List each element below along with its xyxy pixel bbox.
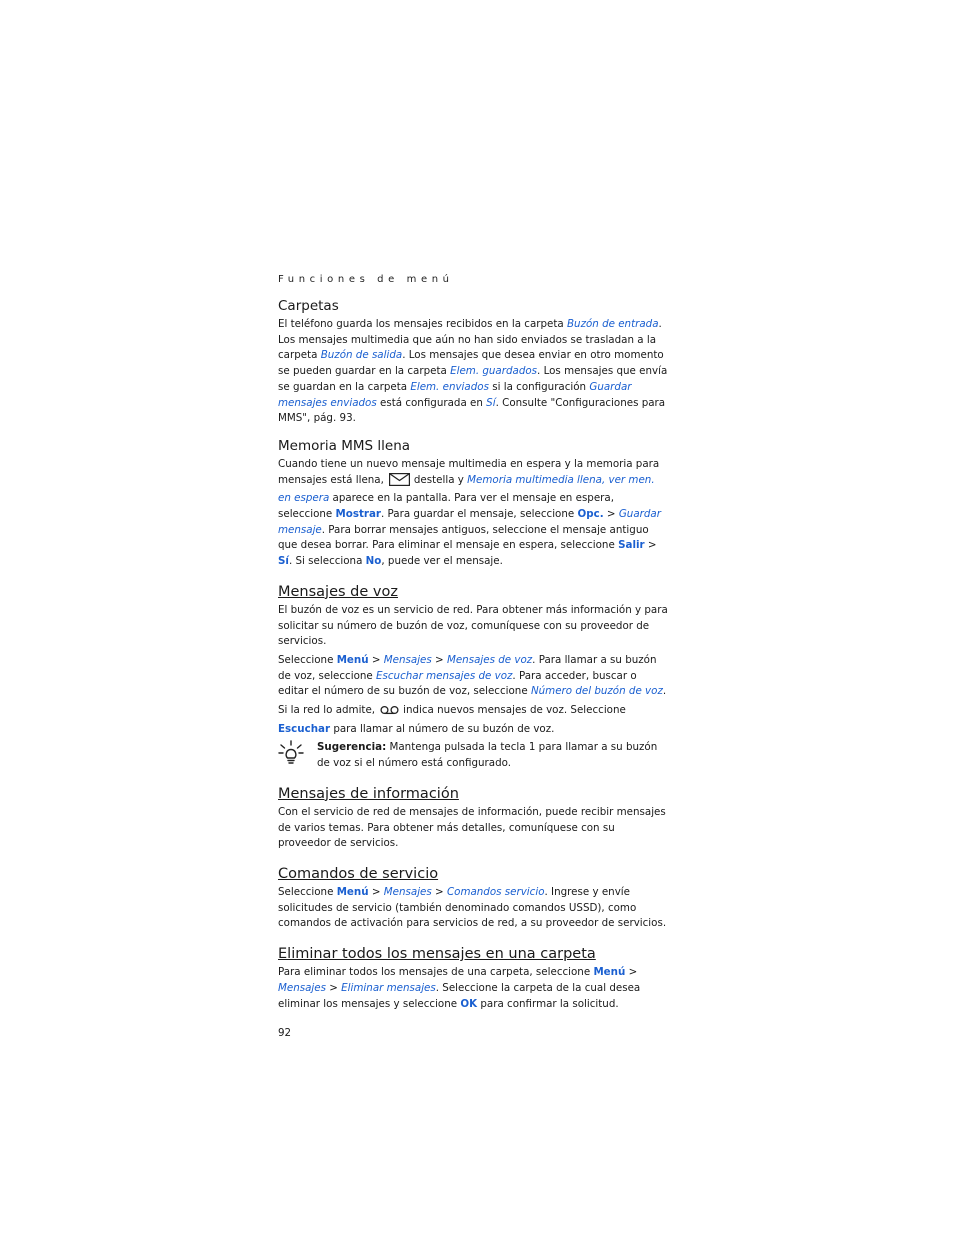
page-content [278,274,670,1039]
voz-heading: Mensajes de voz [278,583,398,600]
voicemail-icon [380,705,399,722]
eliminar-paragraph: Para eliminar todos los mensajes de una carpeta, seleccione Menú > Mensajes > Eliminar mensajes. Seleccione la carpeta de la cual desea eliminar los mensajes y seleccione OK para confirmar la solicitud. [278,966,641,1010]
carpetas-heading: Carpetas [278,298,339,314]
comandos-heading: Comandos de servicio [278,865,439,882]
eliminar-heading: Eliminar todos los mensajes en una carpeta [278,946,596,963]
tip-text: Sugerencia: Mantenga pulsada la tecla 1 para llamar a su buzón de voz si el número está configurado. [317,741,658,770]
memoria-paragraph: Cuando tiene un nuevo mensaje multimedia en espera y la memoria para mensajes está llena, destella y Memoria multimedia llena, ver men. en espera aparece en la pantalla. Para ver el mensaje en espera, seleccione Mostrar. Para guardar el mensaje, seleccione Opc. > Guardar mensaje. Para borrar mensajes antiguos, seleccione el mensaje antiguo que desea borrar. Para eliminar el mensaje en espera, seleccione Salir > Sí. Si selecciona No, puede ver el mensaje. [278,457,661,568]
comandos-paragraph: Seleccione Menú > Mensajes > Comandos servicio. Ingrese y envíe solicitudes de servicio (también denominado comandos USSD), como comandos de activación para servicios de red, a su proveedor de servicios. [278,885,667,930]
voz-paragraph-1: El buzón de voz es un servicio de red. Para obtener más información y para solicitar su número de buzón de voz, comuníquese con su proveedor de servicios. [278,603,668,648]
info-heading: Mensajes de información [278,785,459,802]
voz-paragraph-2: Seleccione Menú > Mensajes > Mensajes de voz. Para llamar a su buzón de voz, seleccione Escuchar mensajes de voz. Para acceder, buscar o editar el número de su buzón de voz, seleccione Número del buzón de voz. [278,653,667,698]
envelope-icon [389,473,410,492]
tip-box [278,740,670,771]
lightbulb-icon [278,740,317,768]
running-header: Funciones de menú [278,274,454,285]
page-number: 92 [278,1027,292,1040]
info-paragraph: Con el servicio de red de mensajes de información, puede recibir mensajes de varios temas. Para obtener más detalles, comuníquese con su proveedor de servicios. [278,805,666,850]
voz-paragraph-3: Si la red lo admite, indica nuevos mensajes de voz. Seleccione Escuchar para llamar al número de su buzón de voz. [278,704,626,735]
memoria-heading: Memoria MMS llena [278,437,411,454]
carpetas-paragraph: El teléfono guarda los mensajes recibidos en la carpeta Buzón de entrada. Los mensajes multimedia que aún no han sido enviados se trasladan a la carpeta Buzón de salida. Los mensajes que desea enviar en otro momento se pueden guardar en la carpeta Elem. guardados. Los mensajes que envía se guardan en la carpeta Elem. enviados si la configuración Guardar mensajes enviados está configurada en Sí. Consulte "Configuraciones para MMS", pág. 93. [278,318,668,425]
